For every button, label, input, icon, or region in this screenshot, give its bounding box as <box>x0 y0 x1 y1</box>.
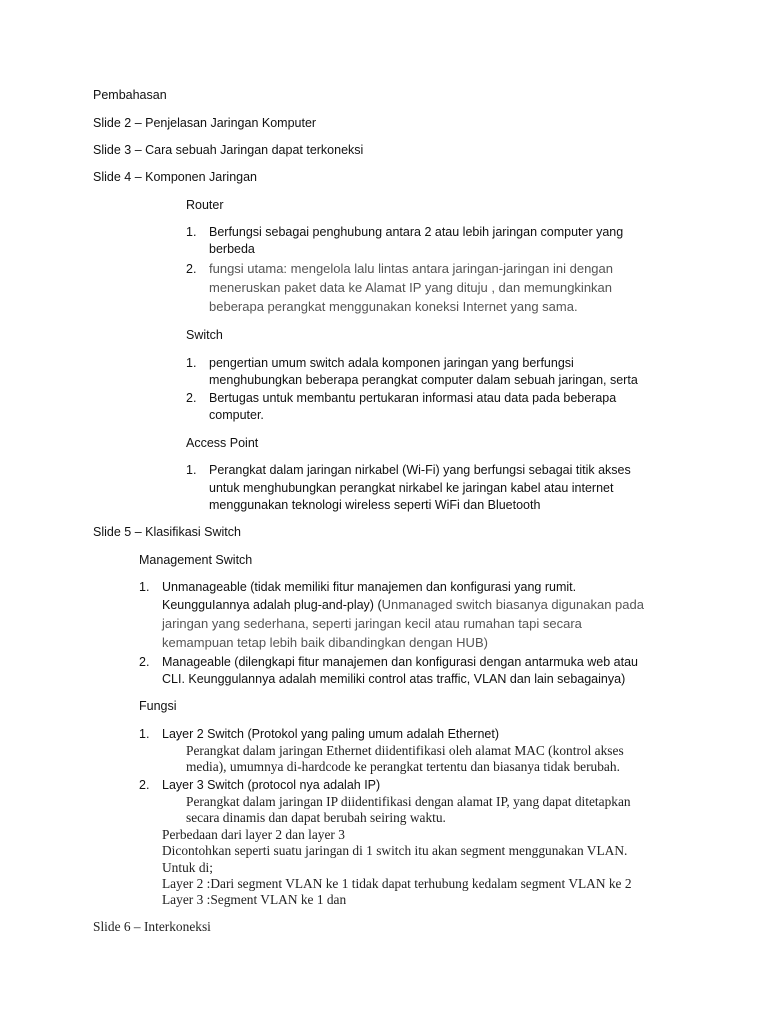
slide-3-title: Slide 3 – Cara sebuah Jaringan dapat terkoneksi <box>93 143 364 157</box>
router-item-2-line: meneruskan paket data ke Alamat IP yang dituju , dan memungkinkan <box>209 280 613 295</box>
heading-pembahasan: Pembahasan <box>93 88 167 102</box>
management-item-1-line: KeungguIannya adalah plug-and-play) (Unmanaged switch biasanya digunakan pada <box>162 597 644 612</box>
management-item-2-number: 2. <box>139 655 150 669</box>
fungsi-item-1-desc: Perangkat dalam jaringan Ethernet diidentifikasi oleh alamat MAC (kontrol akses <box>186 743 624 758</box>
router-heading: Router <box>186 198 224 212</box>
layer-3-text: Layer 3 :Segment VLAN ke 1 dan <box>162 892 347 907</box>
switch-heading: Switch <box>186 328 223 342</box>
fungsi-item-2-desc: Perangkat dalam jaringan IP diidentifikasi dengan alamat IP, yang dapat ditetapkan <box>186 794 631 809</box>
dicontohkan-text: Dicontohkan seperti suatu jaringan di 1 switch itu akan segment menggunakan VLAN. <box>162 843 628 858</box>
router-item-2-line: beberapa perangkat menggunakan koneksi Internet yang sama. <box>209 299 578 314</box>
switch-item-2-line: computer. <box>209 408 264 422</box>
access-point-item-1-line: Perangkat dalam jaringan nirkabel (Wi-Fi) yang berfungsi sebagai titik akses <box>209 463 631 477</box>
slide-4-title: Slide 4 – Komponen Jaringan <box>93 170 258 184</box>
slide-6-title: Slide 6 – Interkoneksi <box>93 919 211 934</box>
untuk-di-text: Untuk di; <box>162 860 213 875</box>
perbedaan-text: Perbedaan dari layer 2 dan layer 3 <box>162 827 345 842</box>
router-item-1-number: 1. <box>186 225 197 239</box>
switch-item-1-line: menghubungkan beberapa perangkat computer dalam sebuah jaringan, serta <box>209 373 638 387</box>
fungsi-item-1-number: 1. <box>139 727 150 741</box>
router-item-2-line: fungsi utama: mengelola lalu lintas antara jaringan-jaringan ini dengan <box>209 261 613 276</box>
management-item-1-number: 1. <box>139 580 150 594</box>
management-switch-heading: Management Switch <box>139 553 253 567</box>
fungsi-item-2-title: Layer 3 Switch (protocol nya adalah IP) <box>162 778 381 792</box>
slide-2-title: Slide 2 – Penjelasan Jaringan Komputer <box>93 116 317 130</box>
router-item-1-line: Berfungsi sebagai penghubung antara 2 atau lebih jaringan computer yang <box>209 225 624 239</box>
fungsi-item-1-title: Layer 2 Switch (Protokol yang paling umum adalah Ethernet) <box>162 727 499 741</box>
fungsi-heading: Fungsi <box>139 699 177 713</box>
management-item-1-line: jaringan yang sederhana, seperti jaringan kecil atau rumahan tapi secara <box>162 616 582 631</box>
switch-item-1-number: 1. <box>186 356 197 370</box>
management-item-1-line: kemampuan tetap lebih baik dibandingkan dengan HUB) <box>162 635 488 650</box>
router-item-1-line: berbeda <box>209 242 255 256</box>
access-point-item-1-number: 1. <box>186 463 197 477</box>
fungsi-item-2-desc: secara dinamis dan dapat berubah seiring waktu. <box>186 810 446 825</box>
fungsi-item-2-number: 2. <box>139 778 150 792</box>
management-item-2-line: CLI. Keunggulannya adalah memiliki control atas traffic, VLAN dan lain sebagainya) <box>162 672 626 686</box>
access-point-item-1-line: menggunakan teknologi wireless seperti WiFi dan Bluetooth <box>209 498 541 512</box>
access-point-item-1-line: untuk menghubungkan perangkat nirkabel ke jaringan kabel atau internet <box>209 481 614 495</box>
access-point-heading: Access Point <box>186 436 259 450</box>
management-item-2-line: Manageable (dilengkapi fitur manajemen dan konfigurasi dengan antarmuka web atau <box>162 655 639 669</box>
management-item-1-line: Unmanageable (tidak memiliki fitur manajemen dan konfigurasi yang rumit. <box>162 580 577 594</box>
slide-5-title: Slide 5 – Klasifikasi Switch <box>93 525 241 539</box>
fungsi-item-1-desc: media), umumnya di-hardcode ke perangkat tertentu dan biasanya tidak berubah. <box>186 759 620 774</box>
layer-2-text: Layer 2 :Dari segment VLAN ke 1 tidak dapat terhubung kedalam segment VLAN ke 2 <box>162 876 632 891</box>
switch-item-1-line: pengertian umum switch adala komponen jaringan yang berfungsi <box>209 356 574 370</box>
switch-item-2-number: 2. <box>186 391 197 405</box>
router-item-2-number: 2. <box>186 262 197 276</box>
switch-item-2-line: Bertugas untuk membantu pertukaran informasi atau data pada beberapa <box>209 391 617 405</box>
